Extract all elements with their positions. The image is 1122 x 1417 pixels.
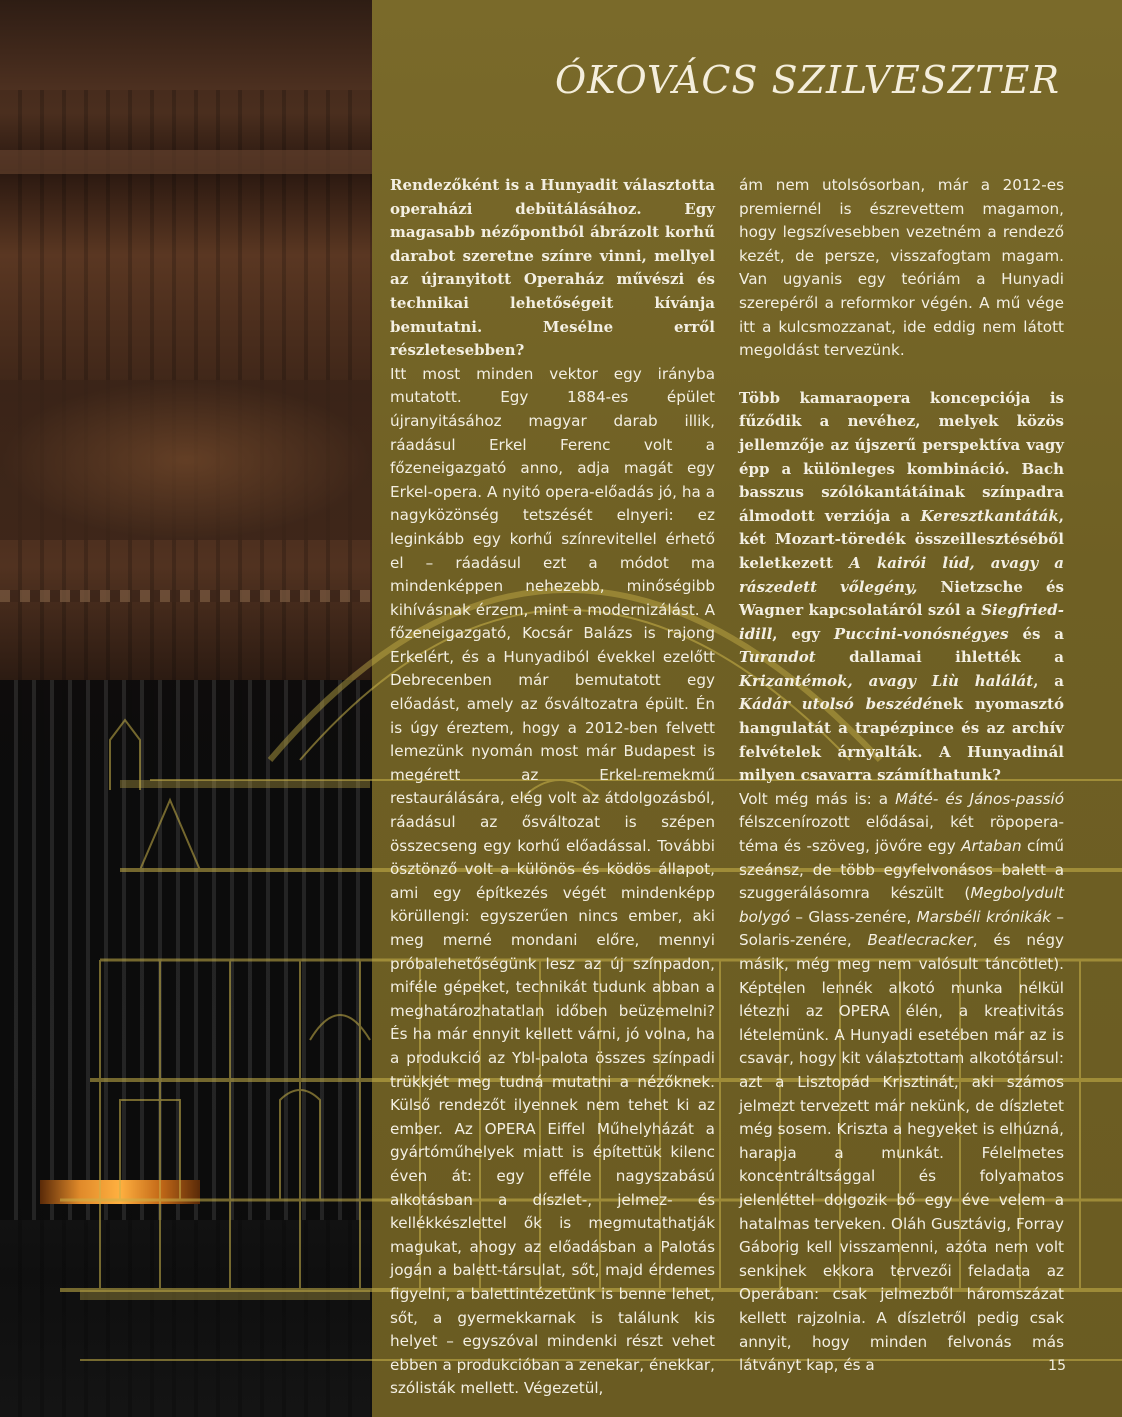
interview-answer-1-continued: ám nem utolsósorban, már a 2012-es premiernél is észrevettem magamon, hogy legszívesebben vezetném a rendező kezét, de persze, visszafogtam magam. Van ugyanis egy teóriám a Hunyadi szerepéről a reformkor végén. A mű vége itt a kulcsmozzanat, ide eddig nem látott megoldást tervezünk. bbox=[739, 176, 1064, 360]
photo-fireplace-glow bbox=[40, 1180, 200, 1204]
page-number: 15 bbox=[1048, 1358, 1066, 1374]
photo-ornament-strip bbox=[0, 590, 372, 602]
photo-ceiling-band bbox=[0, 0, 372, 90]
opera-interior-photo bbox=[0, 0, 372, 1417]
page-title: ÓKOVÁCS SZILVESZTER bbox=[555, 58, 1060, 102]
photo-organ-pipes bbox=[0, 680, 372, 1220]
interview-answer-2: Volt még más is: a Máté- és János-passió félszcenírozott elődásai, két röpopera-téma és -szöveg, jövőre egy Artaban című szeánsz, de több egyfelvonásos balett a szuggerálásomra készült (Megbolydult bolygó – Glass-zenére, Marsbéli krónikák – Solaris-zenére, Beatlecracker, és négy másik, még meg nem valósult táncötlet). Képtelen lennék alkotó munka nélkül létezni az OPERA élén, a kreativitás lételemünk. A Hunyadi esetében már az is csavar, hogy kit választottam alkotótársul: azt a Lisztopád Krisztinát, aki számos jelmezt tervezett már nekünk, de díszletet még sosem. Kriszta a hegyeket is elhúzná, harapja a munkát. Félelmetes koncentráltsággal és folyamatos jelenléttel dolgozik bő egy éve velem a hatalmas terveken. Oláh Gusztávig, Forray Gáborig kell visszamenni, azóta nem volt senkinek ekkora tervezői feladata az Operában: csak jelmezből háromszázat kellett rajzolnia. A díszletről pedig csak annyit, hogy minden felvonás más látványt kap, és a bbox=[739, 789, 1064, 1375]
photo-molding bbox=[0, 150, 372, 174]
text-column-right bbox=[739, 174, 1064, 1378]
interview-question-2: Több kamaraopera koncepciója is fűződik a nevéhez, melyek közös jellemzője az újszerű perspektíva vagy épp a különleges kombináció. Bach basszus szólókantátáinak színpadra álmodott verziója a Keresztkantáták, két Mozart-töredék összeillesztéséből keletkezett A kairói lúd, avagy a rászedett vőlegény, Nietzsche és Wagner kapcsolatáról szól a Siegfried-idill, egy Puccini-vonósnégyes és a Turandot dallamai ihlették a Krizantémok, avagy Liù halálát, a Kádár utolsó beszédének nyomasztó hangulatát a trapézpince és az archív felvételek árnyalták. A Hunyadinál milyen csavarra számíthatunk? bbox=[739, 388, 1065, 785]
photo-carved-panel bbox=[0, 380, 372, 540]
text-column-left bbox=[390, 174, 715, 1401]
interview-answer-1: Itt most minden vektor egy irányba mutatott. Egy 1884-es épület újranyitásához magyar darab illik, ráadásul Erkel Ferenc volt a főzeneigazgató anno, adja magát egy Erkel-opera. A nyitó opera-előadás jó, ha a nagyközönség tetszését elnyeri: ez leginkább egy korhű színrevitellel érhető el – ráadásul ezt a módot ma mindenképpen nehezebb, minőségibb kihívásnak érzem, mint a modernizálást. A főzeneigazgató, Kocsár Balázs is rajong Erkelért, és a Hunyadiból évekkel ezelőtt Debrecenben már bemutatott egy előadást, amely az ősváltozatra épült. Én is úgy éreztem, hogy a 2012-ben felvett lemezünk nyomán most már Budapest is megérett az Erkel-remekmű restaurálására, elég volt az átdolgozásból, ráadásul az ősváltozat is szépen összecseng egy korhű előadással. További ösztönző volt a különös és ködös állapot, ami egy építkezés végét mindenképp körüllengi: egyszerűen nincs ember, aki meg merné mondani előre, mennyi próbalehetőségünk lesz az új színpadon, miféle gépeket, technikát tudunk abban a meghatározhatatlan időben beüzemelni? És ha már ennyit kellett várni, jó volna, ha a produkció az Ybl-palota összes színpadi trükkjét meg tudná mutatni a nézőknek. Külső rendezőt ilyennek nem tehet ki az ember. Az OPERA Eiffel Műhelyházát a gyártóműhelyek miatt is építettük kilenc éven át: egy efféle nagyszabású alkotásban a díszlet-, jelmez- és kellékkészlettel ők is megmutathatják magukat, ahogy az előadásban a Palotás jogán a balett-társulat, sőt, majd érdemes figyelni, a balettintézetünk is benne lehet, sőt, a gyermekkarnak is találunk kis helyet – egyszóval mindenki részt vehet ebben a produkcióban a zenekar, énekkar, szólisták mellett. Végezetül, bbox=[390, 364, 715, 1398]
interview-question-1: Rendezőként is a Hunyadit választotta operaházi debütálásához. Egy magasabb nézőpontból ábrázolt korhű darabot szeretne színre vinni, mellyel az újranyitott Operaház művészi és technikai lehetőségeit kívánja bemutatni. Mesélne erről részletesebben? bbox=[390, 176, 715, 360]
